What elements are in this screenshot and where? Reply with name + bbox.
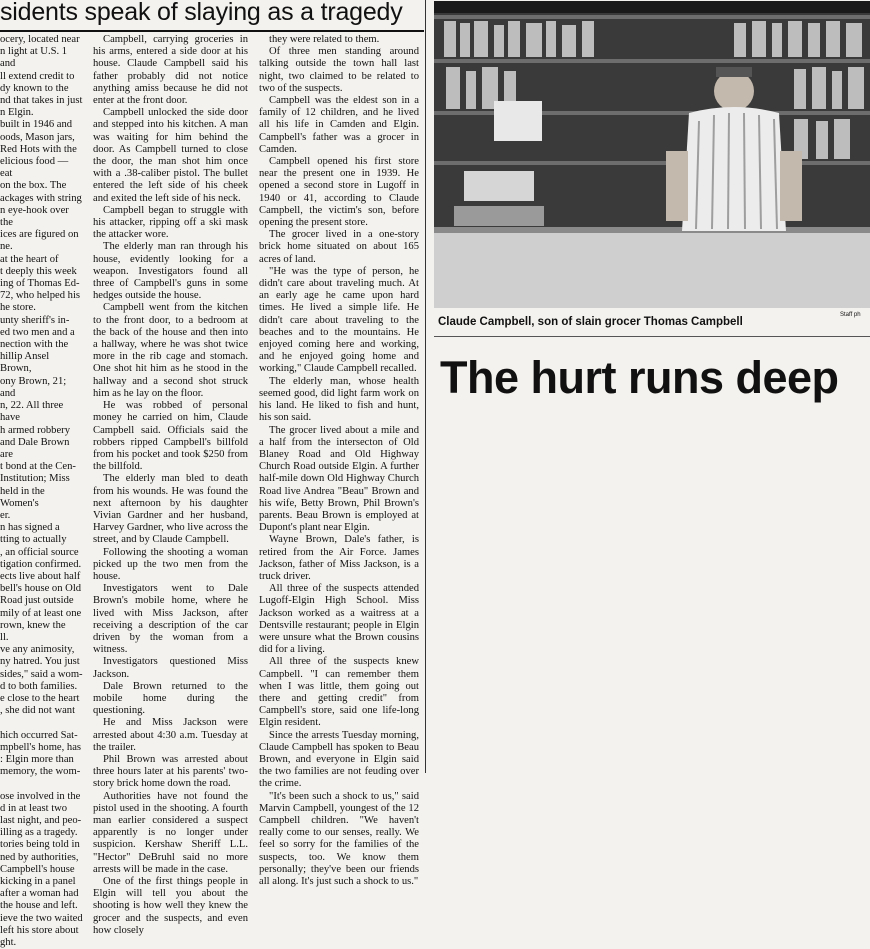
column-line: h armed robbery <box>0 424 71 436</box>
column-line: held in the Women's <box>0 485 45 509</box>
article-paragraph: Of three men standing around talking outside the town hall last night, two claimed to be related to two of the suspects. <box>259 46 419 94</box>
article-paragraph: Wayne Brown, Dale's father, is retired from the Air Force. James Jackson, father of Miss Jackson, is a truck driver. <box>259 534 419 582</box>
article-paragraph: Investigators went to Dale Brown's mobile home, where he lived with Miss Jackson, after receiving a description of the car driven by the woman from a witness. <box>93 583 248 656</box>
article-column-3 <box>259 34 419 888</box>
column-line: tories being told in <box>0 839 80 851</box>
column-line: at the heart of <box>0 253 59 265</box>
column-line: hich occurred Sat- <box>0 729 78 741</box>
column-line: nd that takes in just <box>0 95 83 107</box>
column-line: elicious food — eat <box>0 156 69 180</box>
article-headline: sidents speak of slaying as a tragedy <box>0 0 403 26</box>
column-line: e close to the heart <box>0 692 80 704</box>
column-line: : Elgin more than <box>0 753 74 765</box>
article-paragraph: The elderly man, whose health seemed good, did light farm work on his land. He liked to fish and hunt, his son said. <box>259 375 419 424</box>
column-line: after a woman had <box>0 888 79 900</box>
column-divider <box>425 0 426 773</box>
column-line: left his store about <box>0 924 79 936</box>
column-line: built in 1946 and <box>0 119 73 131</box>
column-line: Campbell's house <box>0 863 75 875</box>
column-line: ve any animosity, <box>0 644 75 656</box>
article-paragraph: Campbell began to struggle with his attacker, ripping off a ski mask the attacker wore. <box>93 204 248 241</box>
column-line: hillip Ansel Brown, <box>0 351 50 375</box>
article-paragraph: Since the arrests Tuesday morning, Claude Campbell has spoken to Beau Brown, and everyone in Elgin said the two families are not feuding over the crime. <box>259 729 419 790</box>
column-line: n, 22. All three have <box>0 400 64 424</box>
article-paragraph: Authorities have not found the pistol used in the shooting. A fourth man earlier considered a suspect apparently is no longer under suspicion. Kershaw Sheriff L.L. "Hector" DeBruhl said no more arrests will be made in the case. <box>93 790 248 875</box>
column-line: n has signed a <box>0 522 60 534</box>
article-paragraph: The grocer lived about a mile and a half from the intersecton of Old Blaney Road and Old Highway Church Road outside Elgin. A further half-mile down Old Highway Church Road live Andrea "Beau" Brown and his wife, Betty Brown, Phil Brown's parents. Beau Brown is employed at Dupont's plant near Elgin. <box>259 424 419 534</box>
column-line: ne. <box>0 241 13 253</box>
column-line: ices are figured on <box>0 229 79 241</box>
column-line: mpbell's home, has <box>0 741 82 753</box>
column-line: ght. <box>0 937 17 949</box>
article-paragraph: "He was the type of person, he didn't care about traveling much. At an early age he came upon hard times. He lived a simple life. He didn't care about traveling to the beaches and to the mountains. He enjoyed coming here and working, and he enjoyed going home and working," Claude Campbell recalled. <box>259 265 419 375</box>
column-line: he store. <box>0 302 36 314</box>
article-paragraph: The elderly man bled to death from his wounds. He was found the next afternoon by his daughter Vivian Gardner and her husband, Harvey Gardner, who live across the street, and by Claude Campbell. <box>93 473 248 546</box>
article-paragraph: Campbell unlocked the side door and stepped into his kitchen. A man was waiting for him behind the door. As Campbell turned to close the door, the man shot him once with a .38-caliber pistol. The bullet entered the left side of his cheek and exited the left side of his neck. <box>93 107 248 204</box>
column-line: n Elgin. <box>0 107 34 119</box>
column-line: d in at least two <box>0 802 68 814</box>
article-paragraph: they were related to them. <box>269 34 380 45</box>
caption-rule <box>434 336 870 337</box>
article-paragraph: All three of the suspects knew Campbell. "I can remember them when I was little, them going out there and getting credit" from Campbell's store, said one life-long Elgin resident. <box>259 656 419 729</box>
article-column-1 <box>0 34 83 949</box>
column-line: ects live about half <box>0 570 81 582</box>
column-line <box>0 778 83 790</box>
column-line: tigation confirmed. <box>0 558 82 570</box>
store-photo <box>434 1 870 308</box>
column-line: illing as a tragedy. <box>0 827 78 839</box>
column-line: n light at U.S. 1 and <box>0 46 68 70</box>
article-paragraph: Phil Brown was arrested about three hours later at his parents' two-story brick home down the road. <box>93 753 248 790</box>
article-paragraph: Campbell opened his first store near the present one in 1939. He opened a second store in Lugoff in 1940 or 41, according to Claude Campbell, the victim's son, before opening the present store. <box>259 156 419 229</box>
column-line: ny hatred. You just <box>0 656 80 668</box>
article-paragraph: All three of the suspects attended Lugoff-Elgin High School. Miss Jackson worked as a waitress at a Dentsville restaurant; people in Elgin were unsure what the Brown cousins did for a living. <box>259 583 419 656</box>
column-line: sides," said a wom- <box>0 668 83 680</box>
column-line: ony Brown, 21; and <box>0 375 67 399</box>
column-line: nection with the <box>0 339 69 351</box>
column-line: t bond at the Cen- <box>0 461 76 473</box>
photo-caption: Claude Campbell, son of slain grocer Thomas Campbell <box>438 316 743 328</box>
article-paragraph: Dale Brown returned to the mobile home during the questioning. <box>93 680 248 717</box>
column-line: Red Hots with the <box>0 143 77 155</box>
article-paragraph: He and Miss Jackson were arrested about 4:30 a.m. Tuesday at the trailer. <box>93 717 248 753</box>
column-line <box>0 717 83 729</box>
column-line: ned by authorities, <box>0 851 79 863</box>
column-line: oods, Mason jars, <box>0 131 75 143</box>
article-paragraph: The grocer lived in a one-story brick home situated on about 165 acres of land. <box>259 229 419 265</box>
article-paragraph: Campbell was the eldest son in a family of 12 children, and he lived all his life in Camden and Elgin. Campbell's father was a grocer in Camden. <box>259 95 419 155</box>
column-line: dy known to the <box>0 82 69 94</box>
column-line: , she did not want <box>0 705 76 717</box>
article-paragraph: Campbell went from the kitchen to the front door, to a bedroom at the back of the house and then into a hallway, where he was shot twice more in the rib cage and stomach. One shot hit him as he stood in the hallway and a second shot struck him as he lay on the floor. <box>93 302 248 399</box>
article-paragraph: One of the first things people in Elgin will tell you about the shooting is how well they knew the grocer and the suspects, and even how closely <box>93 876 248 936</box>
column-line: Institution; Miss <box>0 473 70 485</box>
column-line: ll extend credit to <box>0 70 75 82</box>
column-line: Road just outside <box>0 595 74 607</box>
column-line: ose involved in the <box>0 790 81 802</box>
article-paragraph: Investigators questioned Miss Jackson. <box>93 656 248 680</box>
column-line: tting to actually <box>0 534 67 546</box>
column-line: the house and left. <box>0 900 78 912</box>
column-line: n eye-hook over the <box>0 204 69 229</box>
column-line: mily of at least one <box>0 607 82 619</box>
photo-credit: Staff ph <box>840 312 861 318</box>
feature-headline: The hurt runs deep <box>440 352 839 403</box>
column-line: bell's house on Old <box>0 583 82 595</box>
article-column-2 <box>93 34 248 936</box>
column-line: and Dale Brown are <box>0 436 70 460</box>
column-line: ieve the two waited <box>0 912 83 924</box>
column-line: on the box. The <box>0 180 67 192</box>
column-line: rown, knew the <box>0 619 66 631</box>
column-line: ll. <box>0 631 9 643</box>
column-line: kicking in a panel <box>0 876 76 888</box>
column-line: ing of Thomas Ed- <box>0 278 80 290</box>
column-line: , an official source <box>0 546 79 558</box>
column-line: memory, the wom- <box>0 766 81 778</box>
column-line: 72, who helped his <box>0 290 81 302</box>
article-paragraph: Campbell, carrying groceries in his arms, entered a side door at his house. Claude Campbell said his father probably did not notice anything amiss because he did not enter at the front door. <box>93 34 248 107</box>
article-paragraph: The elderly man ran through his house, evidently looking for a weapon. Investigators found all three of Campbell's guns in some hedges outside the house. <box>93 241 248 302</box>
article-paragraph: Following the shooting a woman picked up the two men from the house. <box>93 546 248 582</box>
column-line: ocery, located near <box>0 34 80 45</box>
column-line: er. <box>0 509 11 521</box>
article-paragraph: He was robbed of personal money he carried on him, Claude Campbell said. Officials said the robbers ripped Campbell's billfold from his pocket and took $250 from the billfold. <box>93 400 248 473</box>
column-line: d to both families. <box>0 680 78 692</box>
column-line: ackages with string <box>0 192 82 204</box>
headline-rule <box>0 30 424 32</box>
column-line: last night, and peo- <box>0 815 82 826</box>
column-line: ed two men and a <box>0 326 75 338</box>
column-line: t deeply this week <box>0 265 77 277</box>
article-paragraph: "It's been such a shock to us," said Marvin Campbell, youngest of the 12 Campbell children. "We haven't really come to our senses, really. We feel so sorry for the families of the suspects, too. We know them personally; they've been our friends all along. It's just such a shock to us." <box>259 790 419 888</box>
column-line: unty sheriff's in- <box>0 314 70 326</box>
